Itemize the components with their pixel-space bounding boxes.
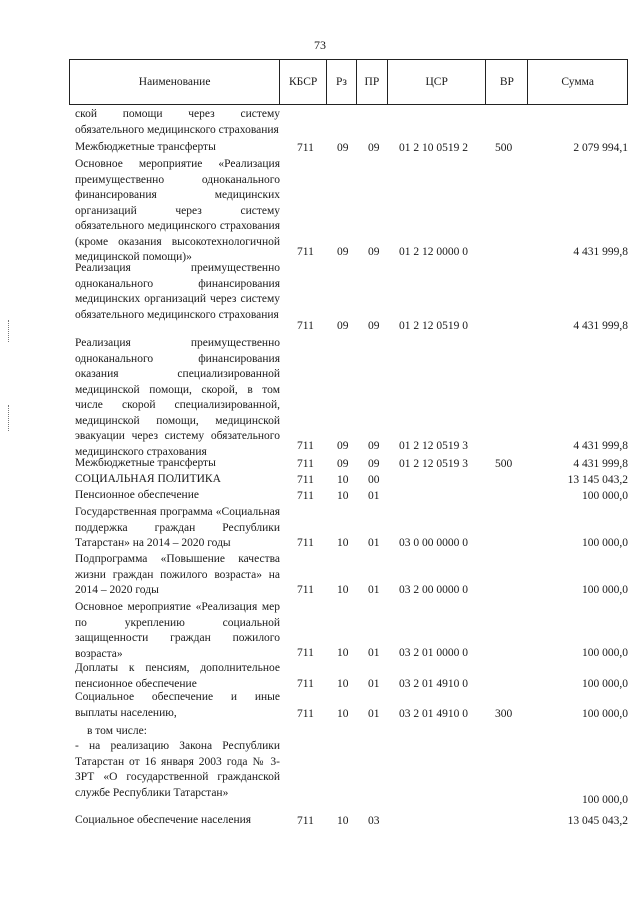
row-csr: 03 2 01 4910 0 (399, 707, 468, 720)
row-sum: 100 000,0 (582, 489, 628, 502)
row-csr: 01 2 10 0519 2 (399, 141, 468, 154)
header-pr: ПР (357, 60, 388, 104)
row-rz: 09 (337, 141, 349, 154)
table-row (75, 261, 628, 334)
row-pr: 01 (368, 646, 380, 659)
row-pr: 09 (368, 319, 380, 332)
table-row (75, 336, 628, 458)
row-csr: 01 2 12 0519 0 (399, 319, 468, 332)
row-pr: 01 (368, 583, 380, 596)
row-sum: 100 000,0 (582, 793, 628, 806)
row-kvsr: 711 (297, 583, 314, 596)
row-pr: 01 (368, 536, 380, 549)
row-name: Социальное обеспечение и иные выплаты населению, (75, 691, 280, 719)
page-number: 73 (314, 38, 326, 52)
row-kvsr: 711 (297, 319, 314, 332)
row-sum: 13 145 043,2 (567, 473, 628, 486)
row-pr: 09 (368, 457, 380, 470)
row-name: Основное мероприятие «Реализация преимущественно одноканального финансирования медицинских организаций через систему обязательного медицинского страхования (кроме оказания высокотехнологичной медицинской помощи)» (75, 158, 280, 263)
row-name: в том числе: (87, 725, 147, 737)
row-name: ской помощи через систему обязательного медицинского страхования (75, 108, 280, 136)
row-rz: 10 (337, 814, 349, 827)
table-row (75, 552, 628, 598)
row-rz: 10 (337, 677, 349, 690)
row-vr: 500 (495, 141, 513, 154)
row-csr: 01 2 12 0519 3 (399, 457, 468, 470)
row-rz: 10 (337, 707, 349, 720)
row-sum: 4 431 999,8 (573, 439, 628, 452)
row-name: Государственная программа «Социальная поддержка граждан Республики Татарстан» на 2014 – 2020 годы (75, 506, 280, 549)
header-csr: ЦСР (388, 60, 487, 104)
header-name: Наименование (70, 60, 280, 104)
row-pr: 00 (368, 473, 380, 486)
row-pr: 01 (368, 489, 380, 502)
table-row (75, 724, 628, 740)
row-pr: 09 (368, 245, 380, 258)
row-rz: 09 (337, 457, 349, 470)
row-kvsr: 711 (297, 707, 314, 720)
row-csr: 01 2 12 0000 0 (399, 245, 468, 258)
row-rz: 09 (337, 319, 349, 332)
row-sum: 13 045 043,2 (567, 814, 628, 827)
row-rz: 09 (337, 439, 349, 452)
row-name: Основное мероприятие «Реализация мер по укреплению социальной защищенности граждан пожилого возраста» (75, 601, 280, 660)
row-name: Доплаты к пенсиям, дополнительное пенсионное обеспечение (75, 662, 280, 690)
row-name: СОЦИАЛЬНАЯ ПОЛИТИКА (75, 473, 221, 485)
row-kvsr: 711 (297, 457, 314, 470)
row-name: Пенсионное обеспечение (75, 489, 199, 501)
row-rz: 09 (337, 245, 349, 258)
table-row (75, 813, 628, 829)
table-row (75, 488, 628, 504)
row-kvsr: 711 (297, 141, 314, 154)
row-csr: 03 0 00 0000 0 (399, 536, 468, 549)
row-rz: 10 (337, 473, 349, 486)
margin-mark (8, 405, 11, 431)
table-row (75, 107, 628, 138)
row-sum: 100 000,0 (582, 646, 628, 659)
table-row (75, 739, 628, 808)
header-rz: Рз (327, 60, 357, 104)
row-pr: 09 (368, 439, 380, 452)
row-pr: 01 (368, 707, 380, 720)
row-name: Реализация преимущественно одноканального финансирования оказания специализированной медицинской помощи, скорой, в том числе скорой специализированной, медицинской помощи, медицинской эвакуации через систему обязательного медицинского страхования (75, 337, 280, 458)
row-sum: 100 000,0 (582, 583, 628, 596)
row-csr: 01 2 12 0519 3 (399, 439, 468, 452)
row-name: Межбюджетные трансферты (75, 457, 216, 469)
row-kvsr: 711 (297, 245, 314, 258)
table-row (75, 690, 628, 722)
margin-mark (8, 320, 11, 342)
row-pr: 03 (368, 814, 380, 827)
header-kvsr: КБСР (280, 60, 327, 104)
row-sum: 100 000,0 (582, 707, 628, 720)
row-kvsr: 711 (297, 439, 314, 452)
row-kvsr: 711 (297, 646, 314, 659)
row-name: Межбюджетные трансферты (75, 141, 216, 153)
table-row (75, 456, 628, 472)
row-sum: 4 431 999,8 (573, 457, 628, 470)
row-sum: 2 079 994,1 (573, 141, 628, 154)
table-row (75, 600, 628, 661)
table-row (75, 505, 628, 551)
row-pr: 09 (368, 141, 380, 154)
row-rz: 10 (337, 489, 349, 502)
table-row (75, 661, 628, 692)
row-kvsr: 711 (297, 814, 314, 827)
row-kvsr: 711 (297, 536, 314, 549)
row-vr: 300 (495, 707, 513, 720)
row-name: Социальное обеспечение населения (75, 814, 252, 826)
header-vr: ВР (486, 60, 528, 104)
row-pr: 01 (368, 677, 380, 690)
table-row (75, 472, 628, 488)
row-kvsr: 711 (297, 489, 314, 502)
row-name: Подпрограмма «Повышение качества жизни граждан пожилого возраста» на 2014 – 2020 годы (75, 553, 280, 596)
table-row (75, 157, 628, 263)
row-csr: 03 2 00 0000 0 (399, 583, 468, 596)
row-sum: 4 431 999,8 (573, 319, 628, 332)
row-sum: 100 000,0 (582, 536, 628, 549)
table-row (75, 140, 628, 156)
table-header (69, 59, 628, 105)
row-name: Реализация преимущественно одноканального финансирования медицинских организаций через систему обязательного медицинского страхования (75, 262, 280, 321)
row-kvsr: 711 (297, 677, 314, 690)
header-sum: Сумма (561, 76, 594, 88)
row-csr: 03 2 01 0000 0 (399, 646, 468, 659)
row-kvsr: 711 (297, 473, 314, 486)
row-rz: 10 (337, 646, 349, 659)
row-name: - на реализацию Закона Республики Татарстан от 16 января 2003 года № 3-ЗРТ «О государственной гражданской службе Республики Татарстан» (75, 740, 280, 799)
row-rz: 10 (337, 536, 349, 549)
row-vr: 500 (495, 457, 513, 470)
row-sum: 4 431 999,8 (573, 245, 628, 258)
row-csr: 03 2 01 4910 0 (399, 677, 468, 690)
row-sum: 100 000,0 (582, 677, 628, 690)
row-rz: 10 (337, 583, 349, 596)
